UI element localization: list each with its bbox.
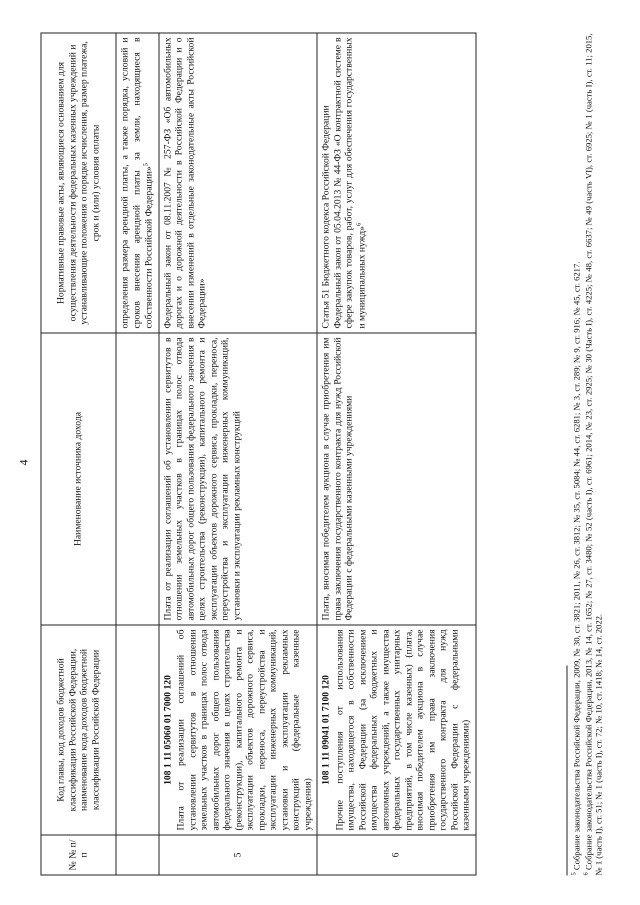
code-cell (158, 625, 317, 835)
footnote-rule (566, 665, 567, 875)
revenue-table (40, 32, 476, 875)
header-code: Код главы, код доходов бюджетной классификации Российской Федерации, наименование кода доходов бюджетной классификации Российской Федерации (41, 625, 116, 835)
row-number: 6 (317, 835, 476, 875)
code-description: Прочие поступления от использования имущества, находящегося в собственности Российской Федерации (за исключением имущества федеральных бюджетных и автономных учреждений, а также имущества федеральных государственных унитарных предприятий, в том числе казенных) (плата, вносимая победителем аукциона в случае приобретения им права заключения государственного контракта для нужд Российской Федерации с федеральными казенными учреждениями) (333, 629, 472, 830)
footnote: $^6$ Собрание законодательства Российской Федерации, 2013, № 14, ст. 1652; № 27, ст. 3480; № 52 (часть I), ст. 6961; 2014, № 23, ст. 2925; № 30 (Часть I), ст. 4225; № 48, ст. 6637; № 49 (часть VI), ст. 6925; № 1 (часть I), ст. 11; 2015, № 1 (часть I), ст. 51; № 1 (часть I), ст. 72; № 10, ст. 1418; № 14, ст. 2022. (582, 32, 604, 875)
header-acts: Нормативные правовые акты, являющиеся основанием для осуществления деятельности федеральных казенных учреждений и устанавливающие положения о порядке исчисления, размер платежа, срок и (или) условия оплаты (41, 33, 116, 333)
table-header-row (41, 33, 116, 875)
table-row (317, 33, 476, 875)
header-source: Наименование источника дохода (41, 333, 116, 625)
budget-code: 108 1 11 09041 01 7100 120 (320, 674, 332, 785)
budget-code: 108 1 11 05060 01 7000 120 (161, 674, 173, 785)
legal-acts: Статья 51 Бюджетного кодекса Российской Федерации Федеральный закон от 05.04.2013 № 44-ФЗ «О контрактной системе в сфере закупок товаров, работ, услуг для обеспечения государственных и муниципальных нужд»$^6$ (317, 33, 476, 333)
footnotes (566, 33, 605, 875)
code-description: Плата от реализации соглашений об установлении сервитутов в отношении земельных участков в границах полос отвода автомобильных дорог общего пользования федерального значения в целях строительства (реконструкции), капитального ремонта и эксплуатации объектов дорожного сервиса, прокладки, переноса, переустройства и эксплуатации инженерных коммуникаций, установки и эксплуатации рекламных конструкций (федеральные казенные учреждения) (175, 629, 313, 830)
continuation-text: определения размера арендной платы, а также порядка, условий и сроков внесения арендной платы за земли, находящиеся в собственности Российской Федерации»$^5$ (116, 33, 159, 333)
table-row (158, 33, 317, 875)
footnote: $^5$ Собрание законодательства Российской Федерации, 2009, № 30, ст. 3821; 2011, № 26, ст. 3812; № 35, ст. 5084; № 44, ст. 6281; № 3, ст. 289; № 9, ст. 916; № 45, ст. 6217. (570, 261, 581, 875)
source-name: Плата от реализации соглашений об установлении сервитутов в отношении земельных участков в границах полос отвода автомобильных дорог общего пользования федерального значения в целях строительства (реконструкции), капитального ремонта и эксплуатации объектов дорожного сервиса, прокладки, переноса, переустройства и эксплуатации инженерных коммуникаций, установки и эксплуатации рекламных конструкций (158, 333, 317, 625)
row-number: 5 (158, 835, 317, 875)
legal-acts: Федеральный закон от 08.11.2007 № 257-ФЗ «Об автомобильных дорогах и о дорожной деятельности в Российской Федерации и о внесении изменений в отдельные законодательные акты Российской Федерации» (158, 33, 317, 333)
table-row-continuation (116, 33, 159, 875)
code-cell (317, 625, 476, 835)
page-number: 4 (16, 459, 30, 465)
source-name: Плата, вносимая победителем аукциона в случае приобретения им права заключения государственного контракта для нужд Российской Федерации с федеральными казенными учреждениями (317, 333, 476, 625)
header-number: № № п/п (41, 835, 116, 875)
